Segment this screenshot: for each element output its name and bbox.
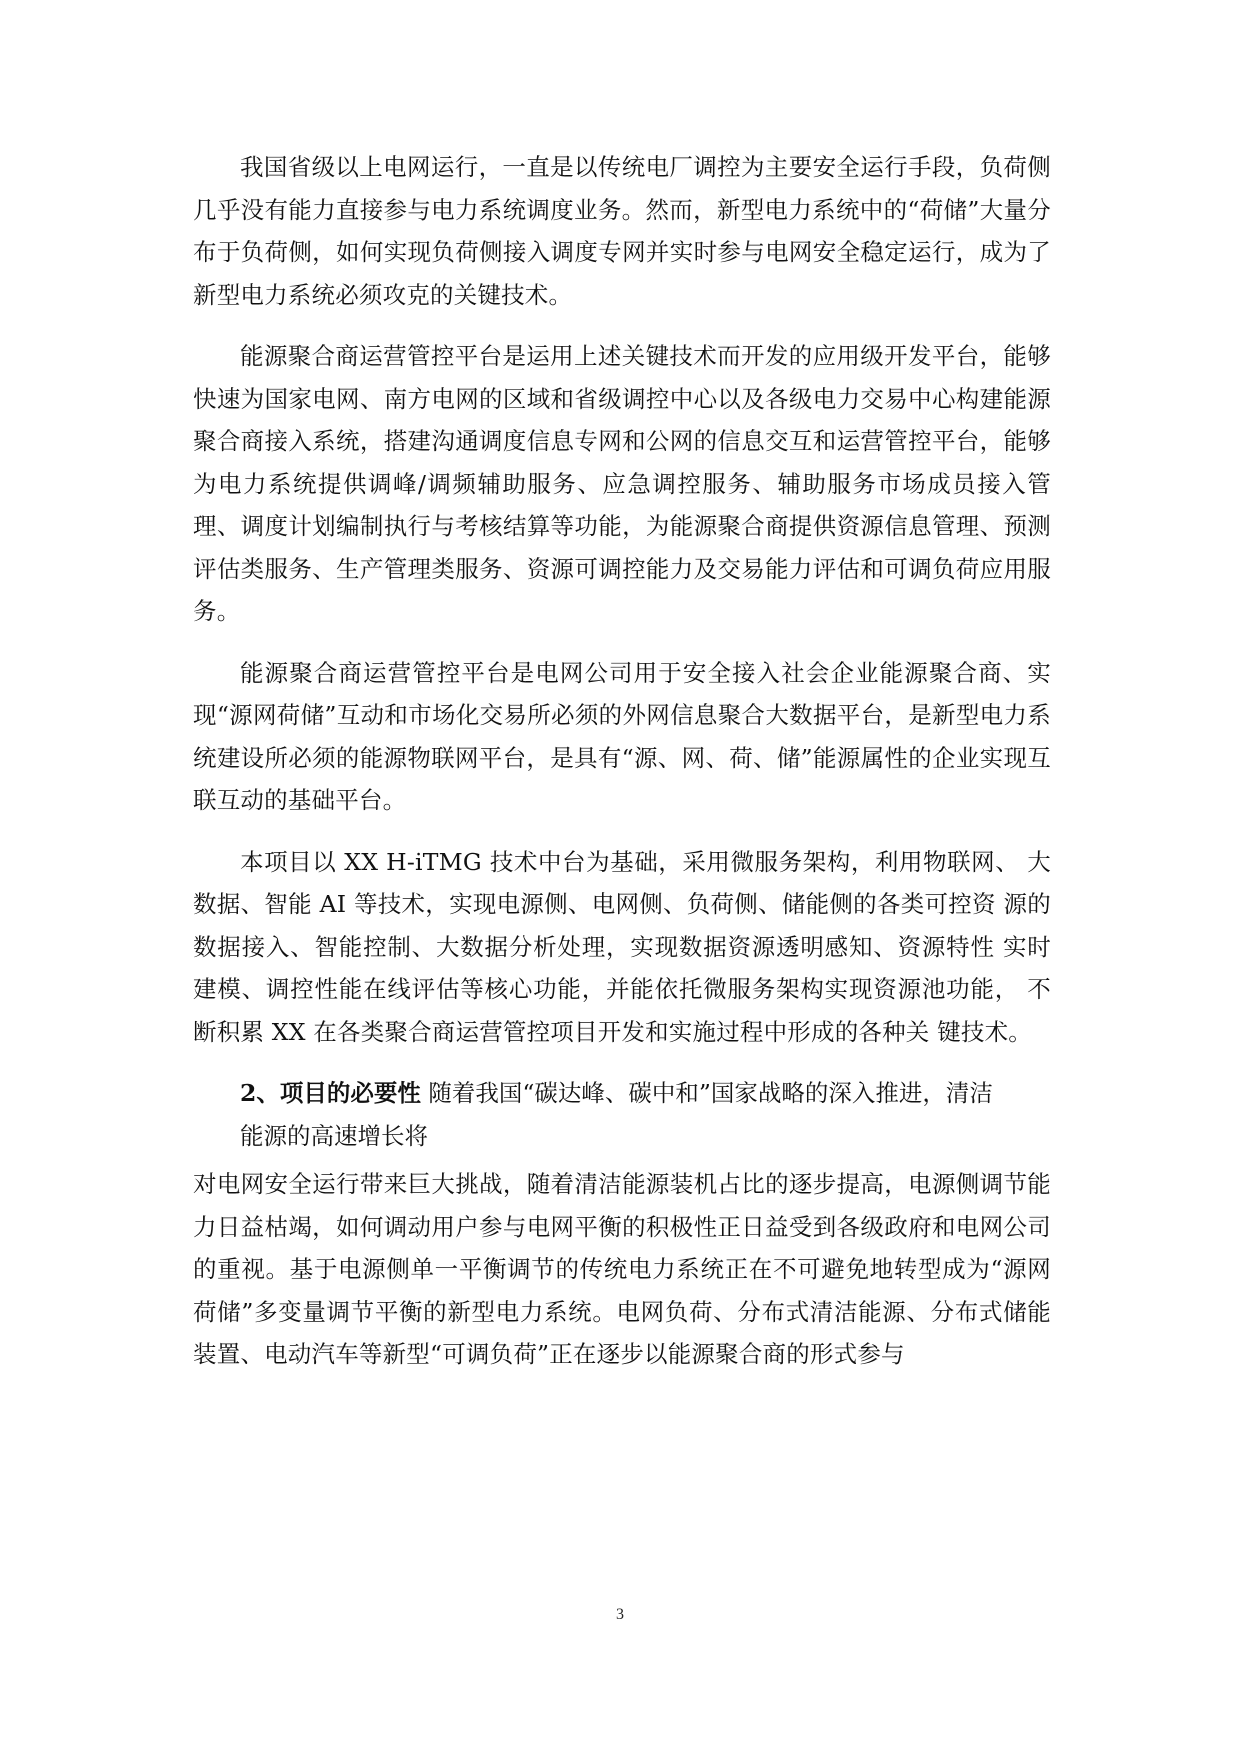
section-heading-line bbox=[193, 1072, 1051, 1115]
section-heading-text: 随着我国“碳达峰、碳中和”国家战略的深入推进，清洁 bbox=[428, 1079, 993, 1107]
paragraph-platform-overview: 能源聚合商运营管控平台是运用上述关键技术而开发的应用级开发平台，能够快速为国家电网、南方电网的区域和省级调控中心以及各级电力交易中心构建能源聚合商接入系统，搭建沟通调度信息专网和公网的信息交互和运营管控平台，能够为电力系统提供调峰/调频辅助服务、应急调控服务、辅助服务市场成员接入管理、调度计划编制执行与考核结算等功能，为能源聚合商提供资源信息管理、预测评估类服务、生产管理类服务、资源可调控能力及交易能力评估和可调负荷应用服务。 bbox=[193, 342, 1051, 625]
section-heading: 2、项目的必要性 bbox=[240, 1079, 421, 1107]
paragraph-project-basis: 本项目以 XX H-iTMG 技术中台为基础，采用微服务架构，利用物联网、 大数据、智能 AI 等技术，实现电源侧、电网侧、负荷侧、储能侧的各类可控资 源的数据接入、智能控制、大数据分析处理，实现数据资源透明感知、资源特性 实时建模、调控性能在线评估等核心功能，并能依托微服务架构实现资源池功能， 不断积累 XX 在各类聚合商运营管控项目开发和实施过程中形成的各种关 键技术。 bbox=[193, 847, 1051, 1046]
page-number: 3 bbox=[616, 1606, 624, 1623]
body-text bbox=[193, 146, 1051, 1376]
paragraph-platform-role: 能源聚合商运营管控平台是电网公司用于安全接入社会企业能源聚合商、实现“源网荷储”互动和市场化交易所必须的外网信息聚合大数据平台，是新型电力系统建设所必须的能源物联网平台，是具有“源、网、荷、储”能源属性的企业实现互联互动的基础平台。 bbox=[193, 658, 1051, 814]
section-heading-continuation: 能源的高速增长将 bbox=[240, 1121, 428, 1150]
paragraph-grid-operation: 我国省级以上电网运行，一直是以传统电厂调控为主要安全运行手段，负荷侧几乎没有能力直接参与电力系统调度业务。然而，新型电力系统中的“荷储”大量分布于负荷侧，如何实现负荷侧接入调度专网并实时参与电网安全稳定运行，成为了新型电力系统必须攻克的关键技术。 bbox=[193, 153, 1051, 309]
paragraph-necessity: 对电网安全运行带来巨大挑战，随着清洁能源装机占比的逐步提高，电源侧调节能力日益枯竭，如何调动用户参与电网平衡的积极性正日益受到各级政府和电网公司的重视。基于电源侧单一平衡调节的传统电力系统正在不可避免地转型成为“源网荷储”多变量调节平衡的新型电力系统。电网负荷、分布式清洁能源、分布式储能装置、电动汽车等新型“可调负荷”正在逐步以能源聚合商的形式参与 bbox=[193, 1170, 1051, 1368]
